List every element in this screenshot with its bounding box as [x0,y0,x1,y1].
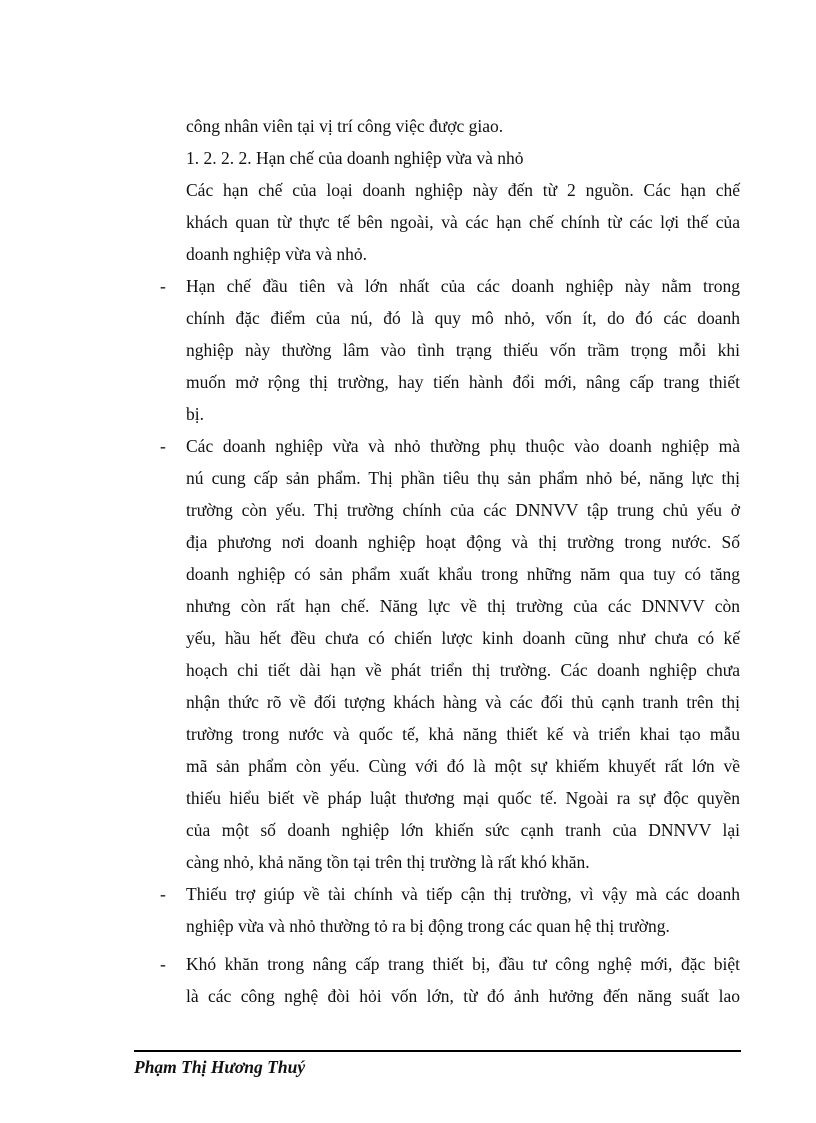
bullet-dash: - [160,884,166,904]
bullet-line: muốn mở rộng thị trường, hay tiến hành đổi mới, nâng cấp trang thiết [186,372,740,392]
bullet-line: nú cung cấp sản phẩm. Thị phần tiêu thụ sản phẩm nhỏ bé, năng lực thị [186,468,740,488]
paragraph-line: Các hạn chế của loại doanh nghiệp này đến từ 2 nguồn. Các hạn chế [186,180,740,200]
bullet-line: Khó khăn trong nâng cấp trang thiết bị, đầu tư công nghệ mới, đặc biệt [186,954,740,974]
bullet-line: nghiệp vừa và nhỏ thường tỏ ra bị động trong các quan hệ thị trường. [186,916,670,936]
bullet-dash: - [160,954,166,974]
bullet-line: thiếu hiểu biết về pháp luật thương mại quốc tế. Ngoài ra sự độc quyền [186,788,740,808]
bullet-line: Thiếu trợ giúp về tài chính và tiếp cận thị trường, vì vậy mà các doanh [186,884,740,904]
paragraph-line: doanh nghiệp vừa và nhỏ. [186,244,368,264]
paragraph-line: khách quan từ thực tế bên ngoài, và các hạn chế chính từ các lợi thế của [186,212,740,232]
bullet-line: là các công nghệ đòi hỏi vốn lớn, từ đó ảnh hưởng đến năng suất lao [186,986,740,1006]
bullet-line: nghiệp này thường lâm vào tình trạng thiếu vốn trầm trọng mỗi khi [186,340,740,360]
bullet-line: Hạn chế đầu tiên và lớn nhất của các doanh nghiệp này nằm trong [186,276,740,296]
bullet-dash: - [160,436,166,456]
bullet-line: yếu, hầu hết đều chưa có chiến lược kinh doanh cũng như chưa có kế [186,628,740,648]
bullet-line: chính đặc điểm của nú, đó là quy mô nhỏ, vốn ít, do đó các doanh [186,308,740,328]
bullet-line: nhưng còn rất hạn chế. Năng lực về thị trường của các DNNVV còn [186,596,740,616]
paragraph-line: công nhân viên tại vị trí công việc được giao. [186,116,504,136]
bullet-line: địa phương nơi doanh nghiệp hoạt động và thị trường trong nước. Số [186,532,740,552]
footer-author: Phạm Thị Hương Thuý [134,1057,306,1077]
bullet-line: Các doanh nghiệp vừa và nhỏ thường phụ thuộc vào doanh nghiệp mà [186,436,740,456]
bullet-dash: - [160,276,166,296]
bullet-line: mã sản phẩm còn yếu. Cùng với đó là một sự khiếm khuyết rất lớn về [186,756,740,776]
bullet-line: càng nhỏ, khả năng tồn tại trên thị trường là rất khó khăn. [186,852,590,872]
bullet-line: của một số doanh nghiệp lớn khiến sức cạnh tranh của DNNVV lại [186,820,740,840]
bullet-line: bị. [186,404,204,424]
bullet-line: hoạch chi tiết dài hạn về phát triển thị trường. Các doanh nghiệp chưa [186,660,740,680]
section-heading: 1. 2. 2. 2. Hạn chế của doanh nghiệp vừa và nhỏ [186,148,524,168]
bullet-line: doanh nghiệp có sản phẩm xuất khẩu trong những năm qua tuy có tăng [186,564,740,584]
bullet-line: trường trong nước và quốc tế, khả năng thiết kế và triển khai tạo mẫu [186,724,740,744]
footer-rule [134,1050,741,1052]
bullet-line: nhận thức rõ về đối tượng khách hàng và các đối thủ cạnh tranh trên thị [186,692,740,712]
bullet-line: trường còn yếu. Thị trường chính của các DNNVV tập trung chủ yếu ở [186,500,740,520]
